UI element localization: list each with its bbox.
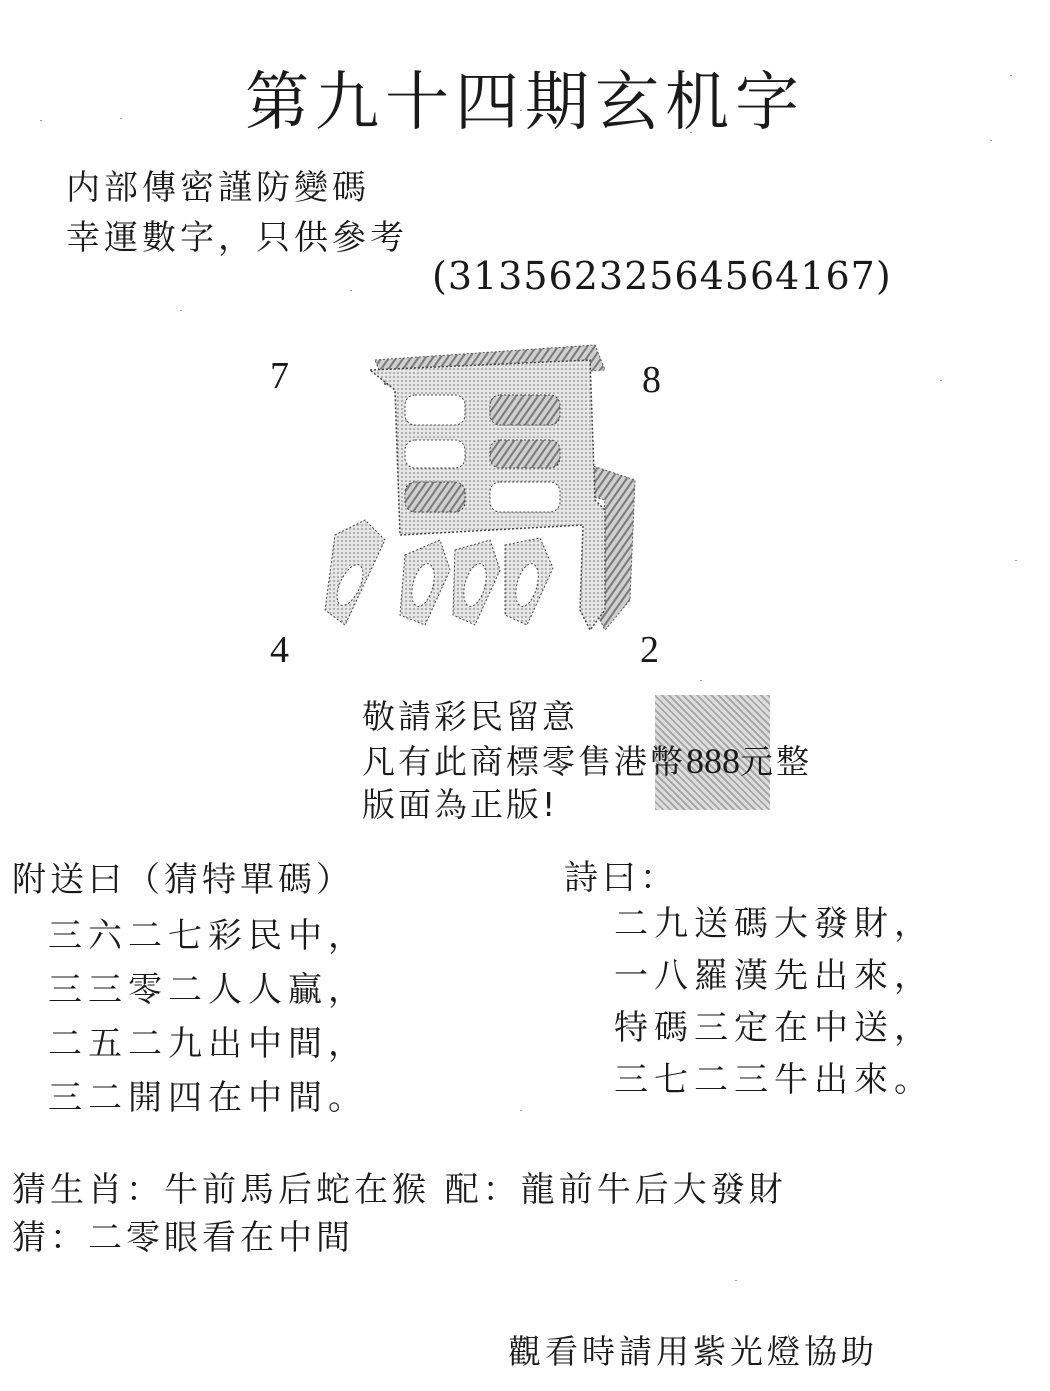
notice-line-2-prefix: 凡有此商標零售港幣 (362, 742, 686, 781)
corner-number-top-left: 7 (270, 355, 289, 397)
right-poem-heading: 詩曰： (564, 858, 678, 898)
price-amount: 888 (686, 741, 740, 781)
right-poem-line-3: 特碼三定在中送， (614, 1008, 934, 1048)
right-poem-line-1: 二九送碼大發財， (614, 904, 934, 944)
corner-number-bottom-right: 2 (640, 629, 659, 671)
notice-line-2 (362, 740, 812, 783)
uv-light-footer-note: 觀看時請用紫光燈協助 (508, 1332, 878, 1371)
notice-line-1: 敬請彩民留意 (362, 697, 578, 736)
horse-character-emblem (305, 340, 655, 650)
lucky-number-sequence: (31356232564564167) (432, 254, 892, 298)
left-poem-line-3: 二五二九出中間， (48, 1024, 368, 1064)
zodiac-guess-line: 猜生肖：牛前馬后蛇在猴 配：龍前牛后大發財 (12, 1170, 787, 1210)
intro-line-2: 幸運數字，只供參考 (66, 218, 408, 258)
left-poem-line-1: 三六二七彩民中， (48, 916, 368, 956)
notice-line-3: 版面為正版! (362, 785, 559, 824)
right-poem-line-4: 三七二三牛出來。 (614, 1060, 934, 1100)
page-title: 第九十四期玄机字 (245, 65, 805, 140)
number-guess-line: 猜：二零眼看在中間 (12, 1218, 354, 1258)
intro-line-1: 内部傳密謹防變碼 (66, 168, 370, 208)
left-poem-line-4: 三二開四在中間。 (48, 1078, 368, 1118)
right-poem-line-2: 一八羅漢先出來， (614, 956, 934, 996)
corner-number-bottom-left: 4 (270, 629, 289, 671)
left-poem-line-2: 三三零二人人贏， (48, 970, 368, 1010)
notice-line-2-suffix: 元整 (740, 742, 812, 781)
left-poem-heading: 附送曰（猜特單碼） (12, 860, 354, 900)
corner-number-top-right: 8 (642, 359, 661, 401)
